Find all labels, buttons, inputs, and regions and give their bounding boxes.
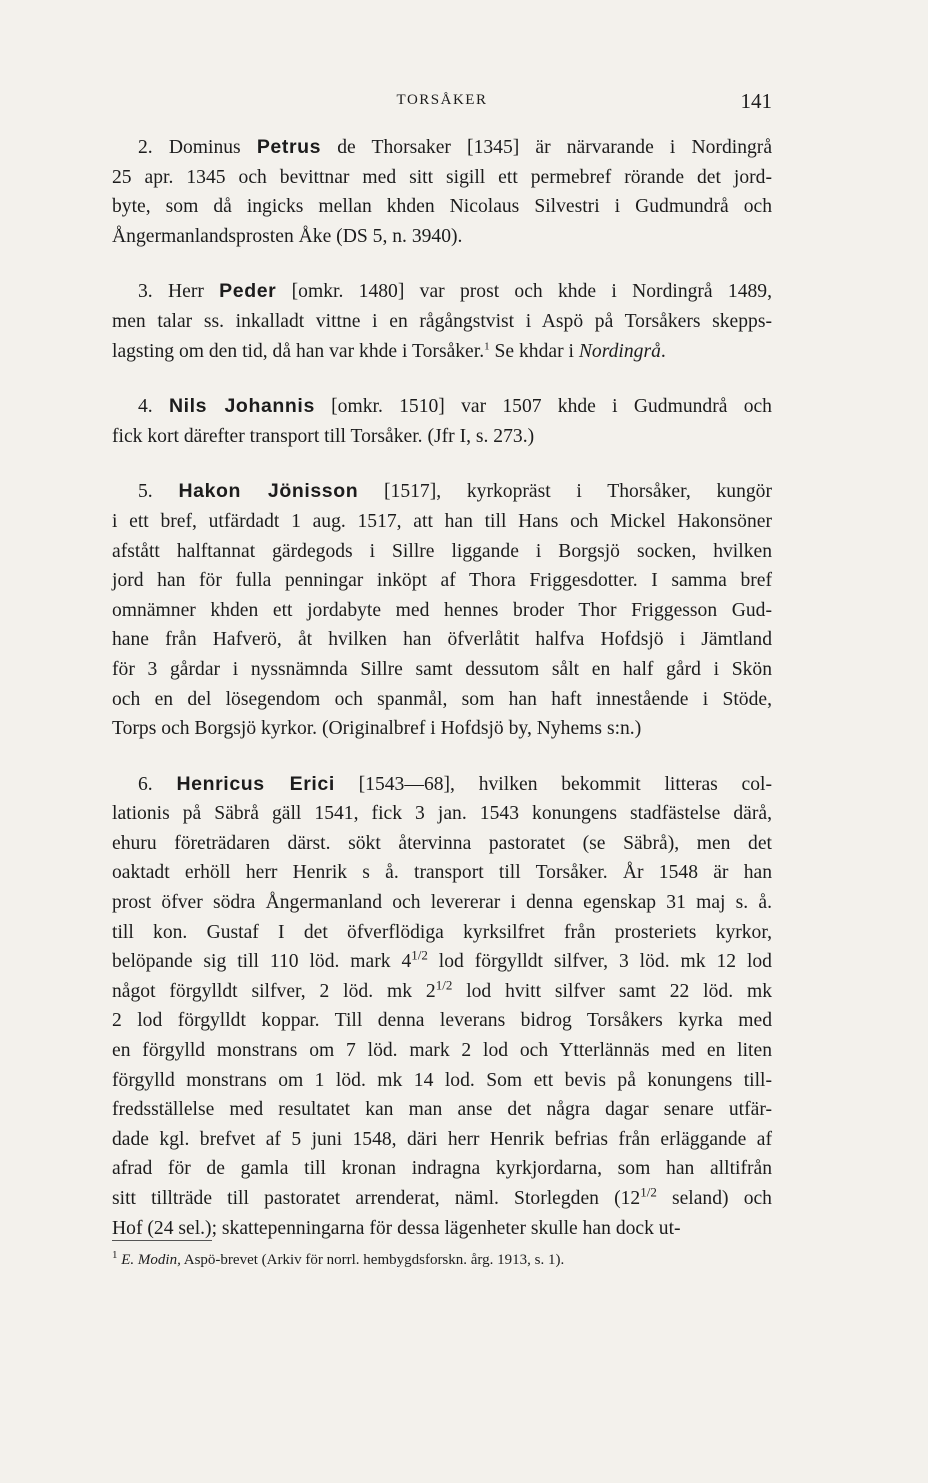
text-line (112, 422, 772, 452)
text-line (112, 625, 772, 655)
line-text: afrad för de gamla till kronan indragna kyrkjordarna, som han alltifrån (112, 1158, 772, 1180)
line-text: hane från Hafverö, åt hvilken han öfverlåtit halfva Hofdsjö i Jämtland (112, 629, 772, 651)
fraction: 1/2 (435, 977, 453, 993)
person-name: Nils Johannis (168, 395, 315, 418)
line-text: lod förgylldt silfver, 3 löd. mk 12 lod (427, 951, 772, 973)
text-line (112, 918, 772, 948)
line-text: dade kgl. brefvet af 5 juni 1548, däri herr Henrik befrias från erläggande af (112, 1128, 772, 1150)
line-text: 3. Herr (138, 281, 220, 303)
text-line (112, 566, 772, 596)
line-text: till kon. Gustaf I det öfverflödiga kyrksilfret från prosteriets kyrkor, (112, 921, 772, 943)
line-text: fick kort därefter transport till Torsåker. (Jfr I, s. 273.) (112, 425, 535, 447)
footnote-rule (112, 1240, 212, 1241)
fraction: 1/2 (640, 1184, 657, 1200)
fraction: 1/2 (411, 947, 428, 963)
line-text: . (660, 340, 666, 362)
person-name: Petrus (256, 136, 322, 158)
text-line (112, 1036, 772, 1066)
text-line (112, 1066, 772, 1096)
line-text: [omkr. 1510] var 1507 khde i Gudmundrå och (314, 396, 772, 418)
entry-4 (112, 392, 772, 451)
text-line (112, 507, 772, 537)
line-text: byte, som då ingicks mellan khden Nicolaus Silvestri i Gudmundrå och (112, 196, 772, 218)
entry-5 (112, 477, 772, 743)
footnote-text: Aspö-brevet (Arkiv för norrl. hembygdsforskn. årg. 1913, s. 1). (180, 1252, 565, 1268)
text-line (112, 770, 772, 800)
text-line (112, 1095, 772, 1125)
line-text: Se khdar i (489, 340, 579, 362)
person-name: Peder (219, 280, 277, 303)
text-line (112, 222, 772, 252)
footnote-ref: 1 (484, 340, 490, 353)
text-line (112, 1214, 772, 1244)
line-text: seland) och (656, 1188, 772, 1209)
text-line (112, 685, 772, 715)
line-text: för 3 gårdar i nyssnämnda Sillre samt dessutom sålt en half gård i Skön (112, 658, 772, 680)
line-text: och en del lösegendom och spanmål, som han haft innestående i Stöde, (112, 688, 772, 710)
text-line (112, 888, 772, 918)
text-line (112, 477, 772, 507)
text-line (112, 1184, 772, 1214)
line-text: 6. (138, 773, 177, 795)
text-line (112, 829, 772, 859)
line-text: omnämner khden ett jordabyte med hennes broder Thor Friggesson Gud- (112, 599, 772, 621)
text-line (112, 799, 772, 829)
line-text: jord han för fulla penningar inköpt af Thora Friggesdotter. I samma bref (112, 570, 772, 592)
text-line (112, 858, 772, 888)
line-text: belöpande sig till 110 löd. mark 4 (112, 951, 412, 973)
line-text: fredsställelse med resultatet kan man anse det några dagar senare utfär- (112, 1099, 772, 1121)
line-text: [omkr. 1480] var prost och khde i Nordingrå 1489, (276, 281, 773, 303)
line-text: Hof (24 sel.); skattepenningarna för dessa lägenheter skulle han dock ut- (112, 1217, 681, 1239)
footnote-author: E. Modin, (121, 1252, 181, 1268)
line-text: lagsting om den tid, då han var khde i Torsåker. (112, 340, 485, 362)
line-text: något förgylldt silfver, 2 löd. mk 2 (112, 980, 436, 1002)
text-line (112, 192, 772, 222)
line-text: 2. Dominus (138, 137, 257, 158)
italic-text: Nordingrå (578, 340, 661, 362)
text-line (112, 977, 772, 1007)
footnote-marker: 1 (112, 1249, 118, 1261)
text-line (112, 537, 772, 567)
line-text: sitt tillträde till pastoratet arrenderat, näml. Storlegden (12 (112, 1188, 641, 1209)
text-line (112, 655, 772, 685)
text-line (112, 163, 772, 193)
page-header (112, 89, 772, 116)
line-text: men talar ss. inkalladt vittne i en rågångstvist i Aspö på Torsåkers skepps- (112, 310, 772, 332)
person-name: Henricus Erici (176, 772, 335, 795)
line-text: förgylld monstrans om 1 löd. mk 14 lod. Som ett bevis på konungens till- (112, 1069, 772, 1091)
line-text: [1517], kyrkopräst i Thorsåker, kungör (358, 481, 773, 503)
text-line (112, 1006, 772, 1036)
entry-6 (112, 770, 772, 1244)
line-text: i ett bref, utfärdadt 1 aug. 1517, att han till Hans och Mickel Hakonsöner (112, 510, 772, 532)
text-line (112, 714, 772, 744)
text-line (112, 392, 772, 422)
line-text: [1543—68], hvilken bekommit litteras col- (334, 773, 773, 795)
line-text: 25 apr. 1345 och bevittnar med sitt sigill ett permebref rörande det jord- (112, 166, 772, 188)
text-line (112, 596, 772, 626)
entry-3 (112, 277, 772, 366)
footnote (112, 1250, 772, 1270)
line-text: afstått halftannat gärdegods i Sillre liggande i Borgsjö socken, hvilken (112, 540, 772, 562)
text-line (112, 947, 772, 977)
entry-2 (112, 133, 772, 251)
text-line (112, 337, 772, 367)
text-line (112, 133, 772, 163)
line-text: en förgylld monstrans om 7 löd. mark 2 lod och Ytterlännäs med en liten (112, 1040, 772, 1062)
text-line (112, 1125, 772, 1155)
line-text: Torps och Borgsjö kyrkor. (Originalbref i Hofdsjö by, Nyhems s:n.) (112, 718, 642, 740)
line-text: lationis på Säbrå gäll 1541, fick 3 jan. 1543 konungens stadfästelse därå, (112, 803, 772, 825)
line-text: lod hvitt silfver samt 22 löd. mk (452, 980, 772, 1002)
line-text: prost öfver södra Ångermanland och levererar i denna egenskap 31 maj s. å. (112, 892, 772, 914)
running-title: TORSÅKER (396, 92, 488, 108)
line-text: Ångermanlandsprosten Åke (DS 5, n. 3940). (112, 225, 463, 247)
line-text: 2 lod förgylldt koppar. Till denna leverans bidrog Torsåkers kyrka med (112, 1010, 772, 1032)
page-number: 141 (740, 89, 772, 113)
line-text: 4. (138, 396, 169, 418)
text-line (112, 277, 772, 307)
text-line (112, 307, 772, 337)
body-text (112, 133, 772, 1269)
line-text: de Thorsaker [1345] är närvarande i Nordingrå (321, 137, 773, 158)
line-text: ehuru företrädaren därst. sökt återvinna pastoratet (se Säbrå), men det (112, 832, 772, 854)
text-line (112, 1154, 772, 1184)
person-name: Hakon Jönisson (178, 480, 359, 503)
line-text: oaktadt erhöll herr Henrik s å. transport till Torsåker. År 1548 är han (112, 862, 772, 884)
line-text: 5. (138, 481, 179, 503)
